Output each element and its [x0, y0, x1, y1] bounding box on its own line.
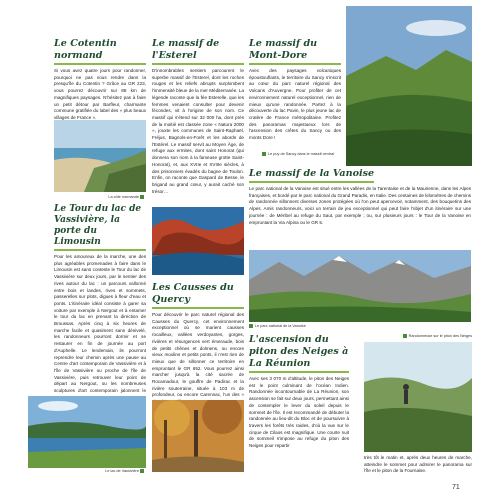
section-vanoise [249, 161, 471, 226]
section-title: Les Causses du Quercy [152, 282, 244, 309]
section-title: L'ascension du piton des Neiges à La Réunion [249, 334, 349, 373]
section-text: Le parc national de la Vanoise est situé entre les vallées de la Tarentaise et de la Maurienne, dans les Alpes françaises, et bordé par le parc national du Grand Paradis, en Italie. Des centaines de kilomètres de chemins de randonnée sillonnent diverses zones protégées où l'on peut apercevoir, notamment, des bouquetins des Alpes. Amis randonneurs, voici un terrain de jeu exceptionnel qui peut faire l'objet d'un itinéraire sur une journée : de Méribel au refuge du Saut, par exemple ; ou, sur plusieurs jours : le Tour de la Vanoise en empruntant la Via Alpina ou le GR 5. [249, 186, 471, 225]
section-text: Pour les amoureux de la marche, une des plus agréables promenades à faire dans le Limousin est sans conteste le Tour du lac de Vassivière sur deux jours, par le sentier des rives autour du lac : un parcours vallonné entre bois et landes, rives et sommets, passerelles sur plots, digues à fleur d'eau et ponts. L'itinéraire idéal consiste à garer sa voiture par exemple à Nergout et à entamer le tour du lac en prenant la direction de Broussas. Après cinq à six heures de marche facile et quasiment sans dénivelé, les randonneurs pourront dormir et se restaurer en fin de journée au port d'Auphelle. Le lendemain, ils pourront reprendre leur chemin après une pause au Centre d'art contemporain de Vassivière et à l'île de Vassivière ou proche de l'île de Vassivière, puis retrouver leur point de départ au Nergout, ou les nombreuses sculptures d'art contemporain jalonnent le [54, 254, 146, 394]
photo-lac-vassiviere [28, 396, 146, 468]
section-vassiviere [54, 204, 146, 401]
caption-cotentin: La côte normande [100, 195, 146, 200]
section-text: Avec des paysages volcaniques époustouflants, le territoire du Sancy s'inscrit au cœur du parc naturel régional des Volcans d'Auvergne. Pour profiter de cet environnement naturel exceptionnel, rien de mieux qu'une randonnée. Partez à la découverte du lac Pavin, le plus jeune lac de cratère de France métropolitaine. Profitez des panoramas majestueux lors de l'ascension des crêtes du Sancy ou des monts Dore ! [249, 68, 341, 141]
section-title: Le massif de l'Esterel [152, 38, 244, 65]
caption-piton: Randonneuse sur le piton des Neiges [360, 334, 472, 339]
section-text: Pour découvrir le parc naturel régional des Causses du Quercy, cet environnement exceptionnel où se marient causses rocailleux, vallées verdoyantes, gorges, rivières et résurgences vert émeraude, bois de petits chênes et dolmens, ou encore vieux moulins et petits ponts, il n'est rien de mieux que de sillonner ce territoire en empruntant le GR 652. Vous pourrez ainsi marcher jusqu'à la cité sacrée de Rocamadour, le gouffre de Padirac et la rivière souterraine, située à 103 m de profondeur, ou encore Carennac, l'un des « [152, 312, 244, 398]
photo-cote-normande [54, 120, 146, 192]
caption-montdore: Le puy de Sancy dans le massif central [262, 152, 346, 157]
section-text: Si vous avez quatre jours pour randonner, pourquoi ne pas vous rendre dans la presqu'île du Cotentin ? Grâce au GR 223, vous pourrez découvrir sur 88 km de magnifiques paysages. N'hésitez pas à faire un petit détour par Barfleur, charmante commune gratifiée du label des « plus beaux villages de France ». [54, 68, 146, 120]
photo-vanoise [249, 250, 471, 322]
section-title: Le Tour du lac de Vassivière, la porte du Limousin [54, 204, 146, 251]
page-number: 71 [452, 484, 460, 491]
photo-esterel [152, 207, 244, 275]
section-causses [152, 282, 244, 406]
caption-vanoise: Le parc national de la Vanoise [249, 324, 359, 329]
section-text-right: très tôt le matin et, après deux heures de marche, atteindre le sommet pour admirer le panorama sur l'île et le piton de la Fournaise. [364, 455, 472, 474]
section-montdore [249, 38, 341, 142]
section-piton [249, 334, 349, 450]
caption-vassiviere: Le lac de Vassivière [90, 469, 146, 474]
section-cotentin [54, 38, 146, 122]
photo-piton [364, 342, 472, 452]
section-esterel [152, 38, 244, 195]
section-piton-cont [364, 455, 472, 475]
section-title: Le massif du Mont-Dore [249, 38, 341, 65]
section-text: Avec ses 3 070 m d'altitude, le piton des Neiges est le point culminant de l'océan Indien. Randonnée incontournable de La Réunion, son ascension se fait sur deux jours, permettant ainsi de contempler le lever du soleil depuis le sommet de l'île. Il est recommandé de débuter la randonnée au lieu-dit du Bloc et de poursuivre à travers les forêts très raides, d'où la vue sur le cirque de Cilaos est magnifique. Une courte nuit de sommeil s'impose au refuge du piton des Neiges pour repartir [249, 376, 349, 449]
photo-causses [152, 400, 244, 472]
photo-mont-dore [346, 6, 472, 166]
section-title: Le massif de la Vanoise [249, 168, 374, 183]
section-title: Le Cotentin normand [54, 38, 146, 65]
section-text: D'innombrables sentiers parcourent le superbe massif de l'Esterel, dont les roches rouges et les reliefs abrupts surplombent l'immensité bleue de la mer Méditerranée. La légende raconte que la fée Esterelle, que les femmes venaient consulter pour devenir fécondes, vit à l'origine de son nom. Ce massif qui s'étend sur 32 000 ha, dont près de la moitié est classée zone « Natura 2000 », jouxte les communes de Saint-Raphaël, Fréjus, Bagnols-en-Forêt et les abords de l'Estérel. Le massif servit au Moyen Âge, de refuge aux ermites, dont saint Honorat (qui donnera son nom à la fameuse grotte Saint-Honorat), et, aux XVIIe et XVIIIe siècles, à des prisonniers évadés du bagne de Toulon. Enfin, on raconte que Gaspard de Besse, le brigand au grand cœur, y aurait caché son trésor… [152, 68, 244, 194]
